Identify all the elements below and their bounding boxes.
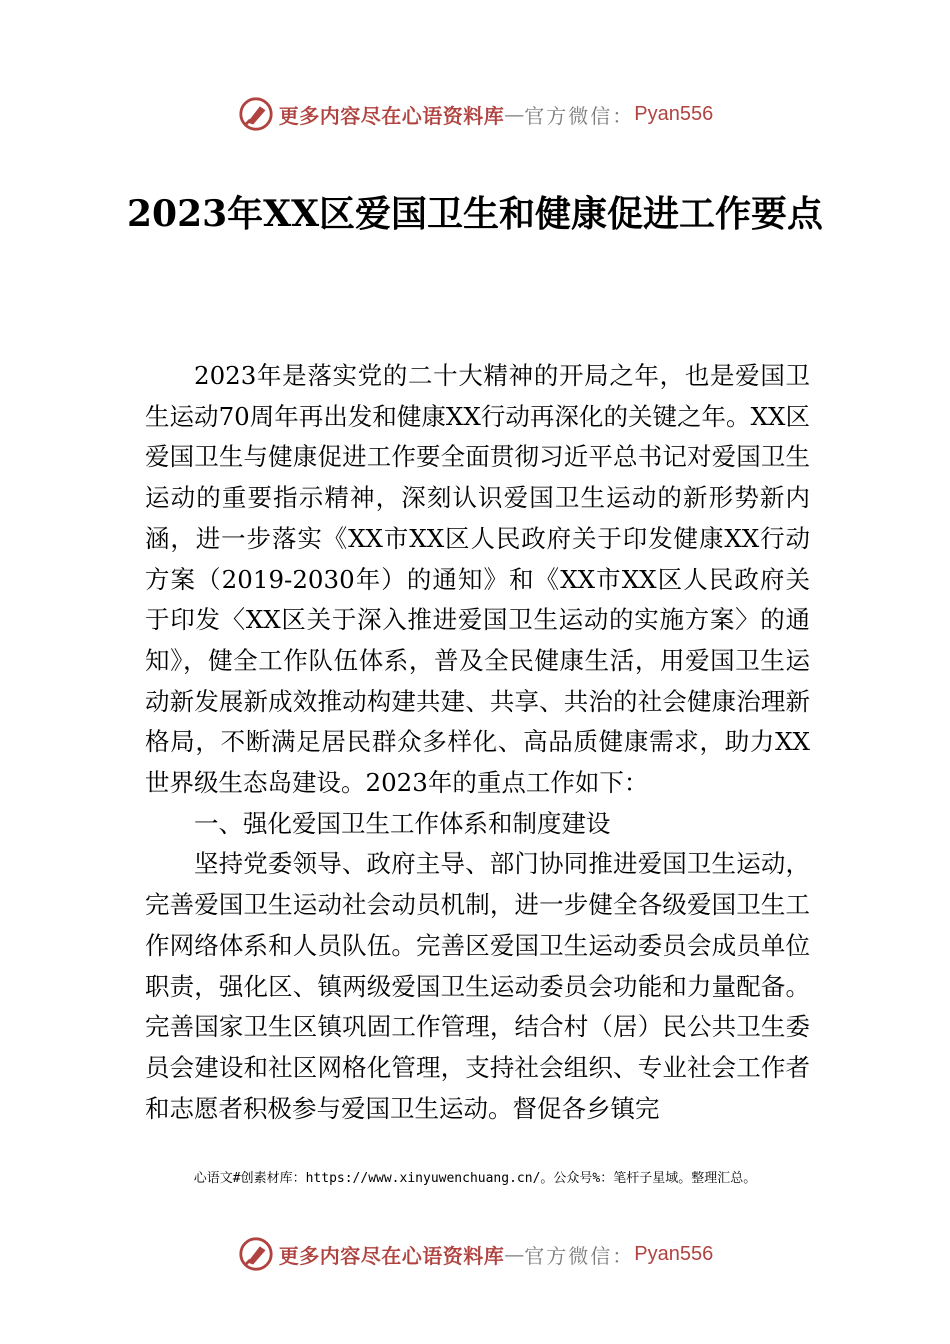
footer-note: 心语文#创素材库：https://www.xinyuwenchuang.cn/。公众号%：笔杆子星域。整理汇总。 [193,1171,757,1186]
document-title: 2023年XX区爱国卫生和健康促进工作要点 [126,193,824,235]
banner-separator: — [504,1242,525,1266]
banner-wechat-label: 官方微信： [524,1243,635,1268]
header-banner [0,92,950,136]
pen-nib-logo-icon [237,1235,275,1273]
banner-wechat-id: Pyan556 [634,1242,714,1265]
banner-text: 更多内容尽在心语资料库 [278,1243,505,1268]
paragraph-intro: 2023年是落实党的二十大精神的开局之年，也是爱国卫生运动70周年再出发和健康XX行动再深化的关键之年。XX区爱国卫生与健康促进工作要全面贯彻习近平总书记对爱国卫生运动的重要指示精神，深刻认识爱国卫生运动的新形势新内涵，进一步落实《XX市XX区人民政府关于印发健康XX行动方案（2019-2030年）的通知》和《XX市XX区人民政府关于印发〈XX区关于深入推进爱国卫生运动的实施方案〉的通知》，健全工作队伍体系，普及全民健康生活，用爱国卫生运动新发展新成效推动构建共建、共享、共治的社会健康治理新格局，不断满足居民群众多样化、高品质健康需求，助力XX世界级生态岛建设。2023年的重点工作如下： [145,361,810,798]
banner-wechat-label: 官方微信： [524,103,635,128]
footer-banner [0,1232,950,1276]
document-body [145,356,810,1129]
banner-separator: — [504,102,525,126]
paragraph-section-1: 坚持党委领导、政府主导、部门协同推进爱国卫生运动，完善爱国卫生运动社会动员机制，进一步健全各级爱国卫生工作网络体系和人员队伍。完善区爱国卫生运动委员会成员单位职责，强化区、镇两级爱国卫生运动委员会功能和力量配备。完善国家卫生区镇巩固工作管理，结合村（居）民公共卫生委员会建设和社区网格化管理，支持社会组织、专业社会工作者和志愿者积极参与爱国卫生运动。督促各乡镇完 [145,849,810,1123]
pen-nib-logo-icon [237,95,275,133]
banner-wechat-id: Pyan556 [634,102,714,125]
section-heading-1: 一、强化爱国卫生工作体系和制度建设 [194,808,611,838]
banner-text: 更多内容尽在心语资料库 [278,103,505,128]
